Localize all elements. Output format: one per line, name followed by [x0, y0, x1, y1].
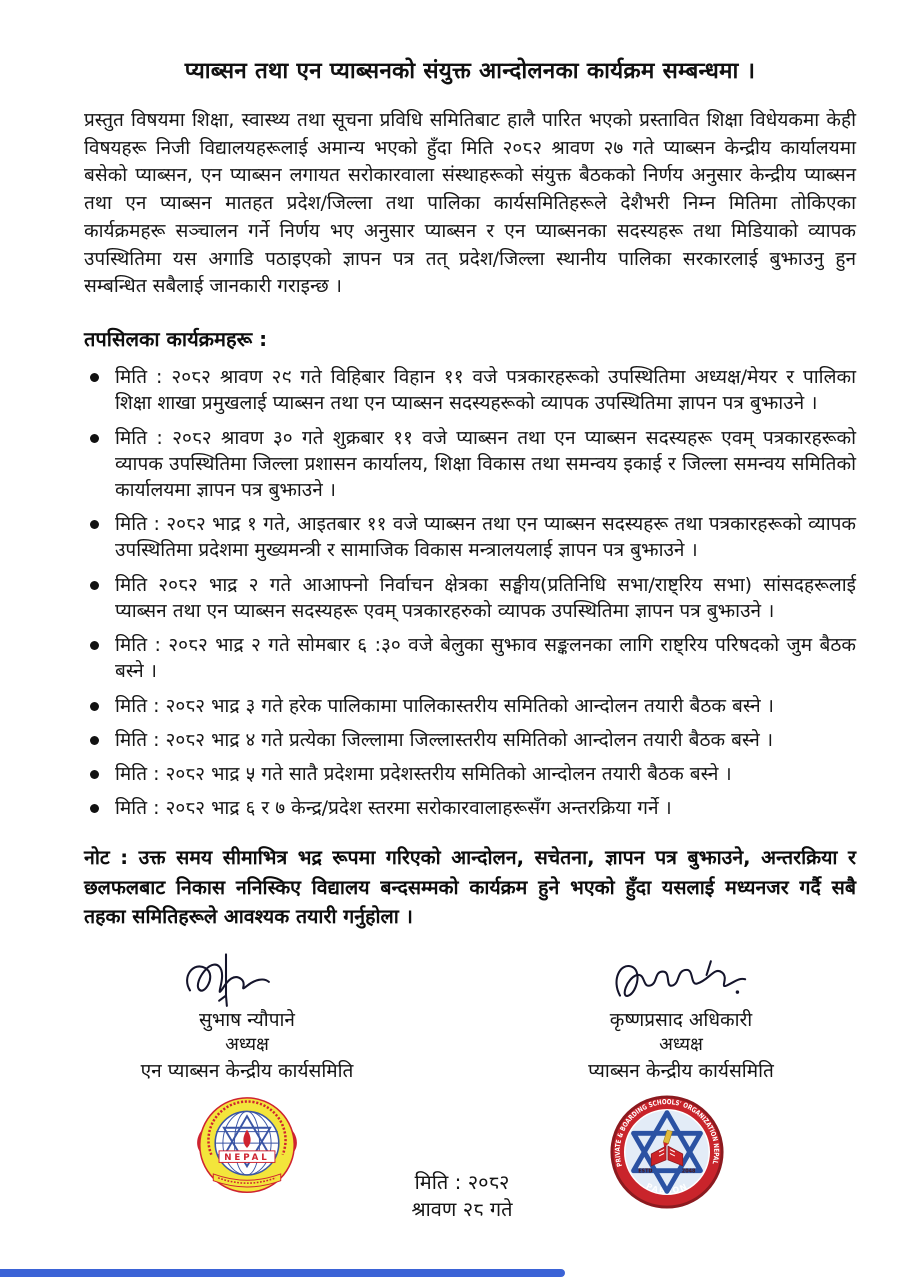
progress-bar	[0, 1269, 565, 1277]
schedule-item-text: मिति : २०८२ श्रावण २९ गते विहिबार विहान ११ वजे पत्रकारहरूको उपस्थितिमा अध्यक्ष/मेयर र पालिका शिक्षा शाखा प्रमुखलाई प्याब्सन तथा एन प्याब्सन सदस्यहरूको व्यापक उपस्थितिमा ज्ञापन पत्र बुझाउने ।	[115, 366, 856, 415]
schedule-item-text: मिति २०८२ भाद्र २ गते आआफ्नो निर्वाचन क्षेत्रका सङ्घीय(प्रतिनिधि सभा/राष्ट्रिय सभा) सांसदहरूलाई प्याब्सन तथा एन प्याब्सन सदस्यहरू एवम् पत्रकारहरुको व्यापक उपस्थितिमा ज्ञापन पत्र बुझाउने ।	[115, 573, 856, 622]
schedule-list	[84, 364, 856, 821]
schedule-item-text: मिति : २०८२ भाद्र २ गते सोमबार ६ :३० वजे बेलुका सुझाव सङ्कलनका लागि राष्ट्रिय परिषदको जुम बैठक बस्ने ।	[115, 634, 856, 683]
schedule-item-text: मिति : २०८२ भाद्र ४ गते प्रत्येका जिल्लामा जिल्लास्तरीय समितिको आन्दोलन तयारी बैठक बस्ने ।	[115, 728, 774, 751]
signatory-organization: एन प्याब्सन केन्द्रीय कार्यसमिति	[140, 1059, 354, 1082]
logo-right-wrap	[522, 1092, 812, 1216]
note-paragraph: नोट : उक्त समय सीमाभित्र भद्र रूपमा गरिएको आन्दोलन, सचेतना, ज्ञापन पत्र बुझाउने, अन्तरक्रिया र छलफलबाट निकास ननिस्किए विद्यालय बन्दसम्मको कार्यक्रम हुने भएको हुँदा यसलाई मध्यनजर गर्दै सबै तहका समितिहरूले आवश्यक तयारी गर्नुहोला ।	[84, 846, 856, 928]
signature-row	[84, 951, 856, 1084]
schedule-item	[90, 632, 856, 684]
signatory-role: अध्यक्ष	[225, 1034, 269, 1056]
pabson-ring-text: PRIVATE & BOARDING SCHOOLS' ORGANIZATION NEPAL	[613, 1098, 721, 1168]
signatory-name: कृष्णप्रसाद अधिकारी	[609, 1008, 753, 1031]
footer-date-wrap	[402, 1092, 522, 1222]
bullet-dot-icon	[90, 702, 99, 711]
signatory-right	[536, 951, 826, 1084]
footer-date: मिति : २०८२ श्रावण २८ गते	[411, 1170, 513, 1222]
schedule-item	[90, 572, 856, 624]
schedule-heading: तपसिलका कार्यक्रमहरू :	[84, 327, 268, 352]
signatory-left	[92, 951, 402, 1084]
bullet-dot-icon	[90, 434, 99, 443]
schedule-item-text: मिति : २०८२ श्रावण ३० गते शुक्रबार ११ वजे प्याब्सन तथा एन प्याब्सन सदस्यहरू एवम् पत्रकारहरूको व्यापक उपस्थितिमा जिल्ला प्रशासन कार्यालय, शिक्षा विकास तथा समन्वय इकाई र जिल्ला समन्वय समितिको कार्यालयमा ज्ञापन पत्र बुझाउने ।	[115, 426, 856, 502]
pabson-bottom-text: PABSON	[644, 1181, 690, 1196]
bullet-dot-icon	[90, 641, 99, 650]
intro-paragraph: प्रस्तुत विषयमा शिक्षा, स्वास्थ्य तथा सूचना प्रविधि समितिबाट हालै पारित भएको प्रस्तावित शिक्षा विधेयकमा केही विषयहरू निजी विद्यालयहरूलाई अमान्य भएको हुँदा मिति २०८२ श्रावण २७ गते प्याब्सन केन्द्रीय कार्यालयमा बसेको प्याब्सन, एन प्याब्सन लगायत सरोकारवाला संस्थाहरूको संयुक्त बैठकको निर्णय अनुसार केन्द्रीय प्याब्सन तथा एन प्याब्सन मातहत प्रदेश/जिल्ला तथा पालिका कार्यसमितिहरूले देशैभरी निम्न मितिमा तोकिएका कार्यक्रमहरू सञ्चालन गर्ने निर्णय भए अनुसार प्याब्सन र एन प्याब्सनका सदस्यहरू तथा मिडियाको व्यापक उपस्थितिमा यस अगाडि पठाइएको ज्ञापन पत्र तत् प्रदेश/जिल्ला स्थानीय पालिका सरकारलाई बुझाउनु हुन सम्बन्धित सबैलाई जानकारी गराइन्छ ।	[84, 109, 856, 298]
bullet-dot-icon	[90, 736, 99, 745]
schedule-item-text: मिति : २०८२ भाद्र ६ र ७ केन्द्र/प्रदेश स्तरमा सरोकारवालाहरूसँग अन्तरक्रिया गर्ने ।	[115, 797, 672, 820]
schedule-item-text: मिति : २०८२ भाद्र १ गते, आइतबार ११ वजे प्याब्सन तथा एन प्याब्सन सदस्यहरू तथा पत्रकारहरूको व्यापक उपस्थितिमा प्रदेशमा मुख्यमन्त्री र सामाजिक विकास मन्त्रालयलाई ज्ञापन पत्र बुझाउने ।	[115, 513, 856, 562]
page-title: प्याब्सन तथा एन प्याब्सनको संयुक्त आन्दोलनका कार्यक्रम सम्बन्धमा ।	[184, 58, 756, 84]
n-pabson-logo-icon	[194, 1092, 300, 1202]
schedule-item	[90, 727, 856, 753]
signature-right-icon	[608, 951, 754, 1011]
pabson-year-text: 2048	[681, 1168, 696, 1175]
schedule-item	[90, 364, 856, 416]
logo-row	[84, 1092, 856, 1222]
schedule-item	[90, 693, 856, 719]
n-pabson-band-text: NEPAL	[224, 1153, 270, 1164]
schedule-item	[90, 425, 856, 504]
signature-left-icon	[178, 951, 315, 1011]
schedule-item	[90, 795, 856, 821]
schedule-item-text: मिति : २०८२ भाद्र ३ गते हरेक पालिकामा पालिकास्तरीय समितिको आन्दोलन तयारी बैठक बस्ने ।	[115, 694, 774, 717]
bullet-dot-icon	[90, 770, 99, 779]
logo-left-wrap	[92, 1092, 402, 1206]
pabson-estd-text: ESTD	[638, 1168, 653, 1175]
pabson-logo-icon	[608, 1092, 726, 1212]
schedule-item	[90, 761, 856, 787]
bullet-dot-icon	[90, 581, 99, 590]
schedule-item	[90, 511, 856, 563]
schedule-item-text: मिति : २०८२ भाद्र ५ गते सातै प्रदेशमा प्रदेशस्तरीय समितिको आन्दोलन तयारी बैठक बस्ने ।	[115, 762, 732, 785]
signatory-organization: प्याब्सन केन्द्रीय कार्यसमिति	[588, 1059, 774, 1082]
signatory-role: अध्यक्ष	[659, 1034, 703, 1056]
bullet-dot-icon	[90, 520, 99, 529]
bullet-dot-icon	[90, 804, 99, 813]
bullet-dot-icon	[90, 373, 99, 382]
signatory-name: सुभाष न्यौपाने	[199, 1008, 295, 1031]
